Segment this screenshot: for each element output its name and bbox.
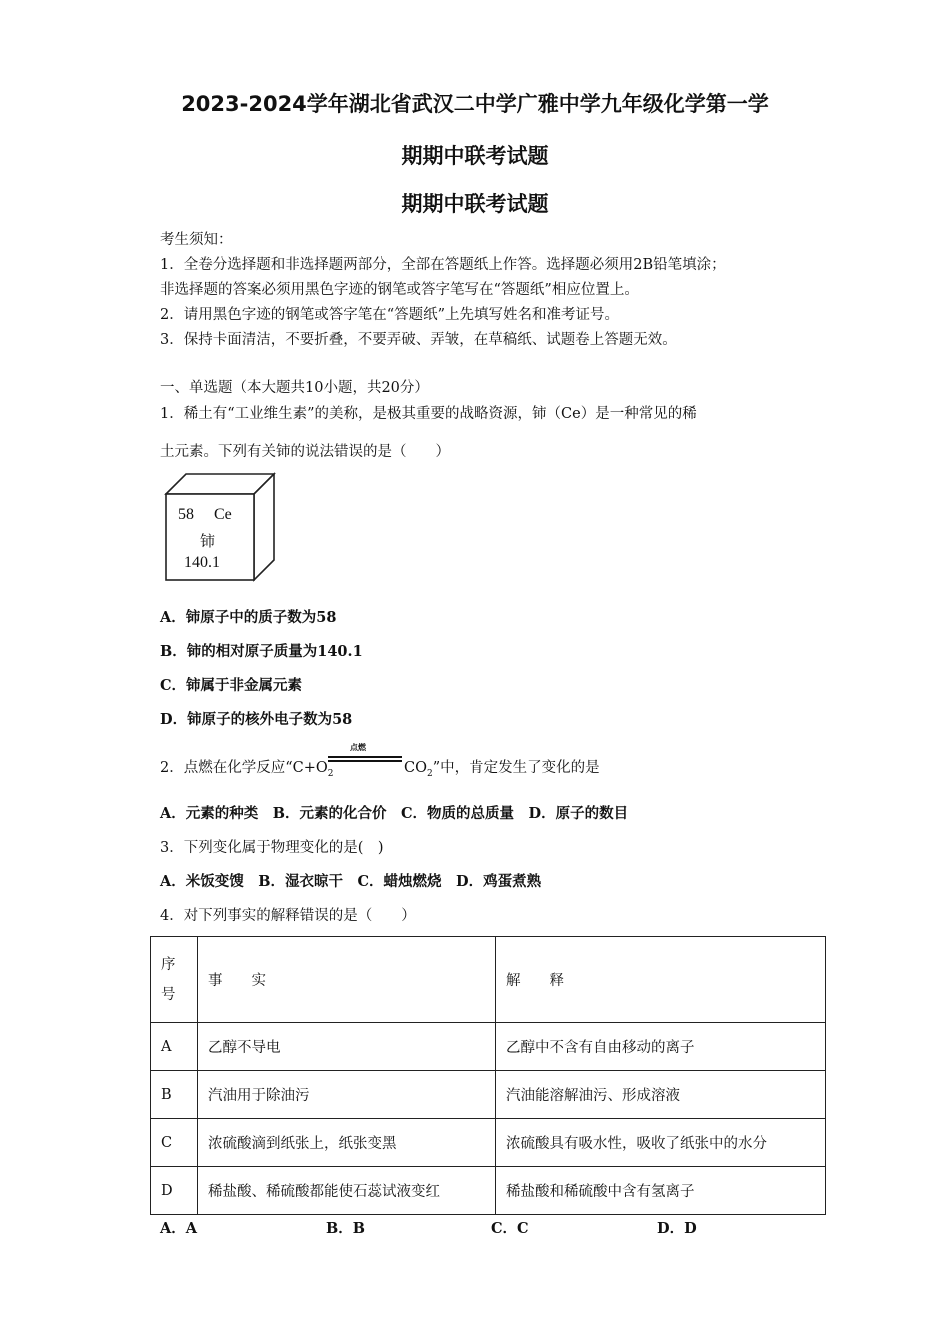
row-explain: 稀盐酸和稀硫酸中含有氢离子 bbox=[496, 1167, 826, 1215]
q1-option-c: C．铈属于非金属元素 bbox=[160, 677, 303, 694]
q1-stem-line-2: 土元素。下列有关铈的说法错误的是（ ） bbox=[160, 444, 450, 460]
q4-option-a: A．A bbox=[160, 1220, 198, 1237]
section-heading: 一、单选题（本大题共10小题，共20分） bbox=[160, 380, 429, 396]
q2-stem-suffix: $CO_2$”中，肯定发生了变化的是 bbox=[404, 760, 600, 779]
element-atomic-number: 58 bbox=[178, 506, 194, 523]
header-fact: 事 实 bbox=[198, 937, 496, 1023]
q4-option-d: D．D bbox=[657, 1220, 697, 1237]
table-header-row bbox=[151, 937, 826, 1023]
q2-stem-prefix: 2．点燃在化学反应“$C+O_2$ bbox=[160, 760, 334, 779]
notice-item-1-cont: 非选择题的答案必须用黑色字迹的钢笔或答字笔写在“答题纸”相应位置上。 bbox=[160, 282, 639, 298]
product-formula: CO bbox=[404, 760, 427, 776]
row-no: C bbox=[151, 1119, 198, 1167]
q4-option-b: B．B bbox=[326, 1220, 366, 1237]
row-fact: 浓硫酸滴到纸张上，纸张变黑 bbox=[198, 1119, 496, 1167]
header-explain: 解 释 bbox=[496, 937, 826, 1023]
row-fact: 汽油用于除油污 bbox=[198, 1071, 496, 1119]
row-fact: 乙醇不导电 bbox=[198, 1023, 496, 1071]
row-fact: 稀盐酸、稀硫酸都能使石蕊试液变红 bbox=[198, 1167, 496, 1215]
q1-option-d: D．铈原子的核外电子数为58 bbox=[160, 711, 353, 728]
notice-item-1: 1．全卷分选择题和非选择题两部分，全部在答题纸上作答。选择题必须用2B铅笔填涂； bbox=[160, 257, 726, 273]
element-name: 铈 bbox=[200, 532, 216, 550]
row-explain: 乙醇中不含有自由移动的离子 bbox=[496, 1023, 826, 1071]
q1-option-a: A．铈原子中的质子数为58 bbox=[160, 609, 337, 626]
element-atomic-mass: 140.1 bbox=[184, 554, 220, 571]
page-title-line-1: 2023-2024学年湖北省武汉二中学广雅中学九年级化学第一学 bbox=[181, 92, 769, 116]
row-explain: 浓硫酸具有吸水性，吸收了纸张中的水分 bbox=[496, 1119, 826, 1167]
q4-table bbox=[150, 936, 826, 1215]
co2-subscript: 2 bbox=[426, 768, 433, 779]
q4-stem: 4．对下列事实的解释错误的是（ ） bbox=[160, 908, 416, 924]
row-no: A bbox=[151, 1023, 198, 1071]
reaction-condition: 点燃 bbox=[350, 742, 366, 752]
o2-subscript: 2 bbox=[327, 768, 334, 779]
page-title-line-3: 期期中联考试题 bbox=[401, 192, 549, 216]
table-row bbox=[151, 1071, 826, 1119]
row-no: D bbox=[151, 1167, 198, 1215]
table-row bbox=[151, 1167, 826, 1215]
q3-options: A．米饭变馊 B．湿衣晾干 C．蜡烛燃烧 D．鸡蛋煮熟 bbox=[160, 873, 542, 890]
q4-option-c: C．C bbox=[491, 1220, 529, 1237]
row-explain: 汽油能溶解油污、形成溶液 bbox=[496, 1071, 826, 1119]
table-row bbox=[151, 1119, 826, 1167]
q3-stem: 3．下列变化属于物理变化的是( ) bbox=[160, 840, 384, 856]
notice-item-3: 3．保持卡面清洁，不要折叠，不要弄破、弄皱，在草稿纸、试题卷上答题无效。 bbox=[160, 332, 677, 348]
page-title-line-2: 期期中联考试题 bbox=[401, 144, 549, 168]
table-row bbox=[151, 1023, 826, 1071]
element-card-cerium bbox=[164, 472, 276, 584]
notice-item-2: 2．请用黑色字迹的钢笔或答字笔在“答题纸”上先填写姓名和准考证号。 bbox=[160, 307, 620, 323]
row-no: B bbox=[151, 1071, 198, 1119]
q1-option-b: B．铈的相对原子质量为140.1 bbox=[160, 643, 363, 660]
reaction-equals-sign bbox=[328, 744, 402, 768]
q2-options: A．元素的种类 B．元素的化合价 C．物质的总质量 D．原子的数目 bbox=[160, 805, 629, 822]
q1-stem-line-1: 1．稀土有“工业维生素”的美称，是极其重要的战略资源，铈（Ce）是一种常见的稀 bbox=[160, 406, 697, 422]
element-symbol: Ce bbox=[214, 506, 232, 523]
header-no: 序 号 bbox=[151, 937, 198, 1023]
notice-heading: 考生须知： bbox=[160, 232, 233, 248]
